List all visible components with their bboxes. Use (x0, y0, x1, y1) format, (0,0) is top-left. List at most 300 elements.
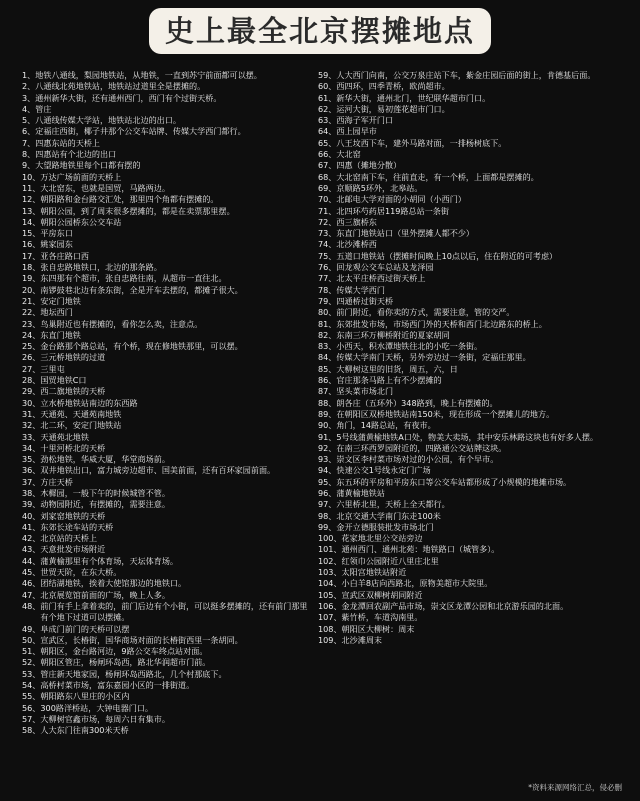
item-number: 5、 (22, 115, 36, 126)
item-number: 100、 (318, 533, 342, 544)
item-text: 朝阳路东八里庄的小区内 (40, 691, 130, 702)
item-text: 四惠东站的天桥上 (35, 137, 101, 148)
item-text: 鸟巢附近也有摆摊的，看你怎么卖，注意点。 (40, 318, 203, 329)
list-item (22, 624, 312, 635)
list-item (22, 138, 312, 149)
list-item (22, 172, 312, 183)
item-number: 101、 (318, 544, 342, 555)
list-item (22, 544, 312, 555)
item-number: 99、 (318, 521, 337, 532)
item-number: 20、 (22, 284, 41, 295)
item-number: 67、 (318, 160, 337, 171)
list-item (22, 217, 312, 228)
item-text: 朗各庄（五环外）348路到，晚上有摆摊的。 (336, 397, 498, 408)
item-number: 71、 (318, 205, 337, 216)
list-item (318, 217, 623, 228)
item-number: 86、 (318, 375, 337, 386)
item-number: 17、 (22, 250, 41, 261)
item-number: 53、 (22, 668, 41, 679)
item-text: 西上园早市 (336, 126, 377, 137)
item-number: 87、 (318, 386, 337, 397)
item-text: 管庄 (35, 103, 52, 114)
item-number: 95、 (318, 476, 337, 487)
item-number: 59、 (318, 70, 337, 80)
list-item (22, 307, 312, 318)
item-number: 66、 (318, 149, 337, 160)
item-text: 人大东门往南300米天桥 (40, 725, 129, 736)
item-number: 83、 (318, 341, 337, 352)
item-number: 82、 (318, 329, 337, 340)
item-number: 1、 (22, 70, 36, 80)
list-item (318, 70, 623, 81)
item-number: 51、 (22, 646, 41, 657)
item-text: 北沙滩周末 (341, 634, 383, 645)
item-text: 在南三环西罗园附近的，四路通公交站牌这块。 (336, 442, 507, 453)
item-number: 75、 (318, 250, 337, 261)
list-item (318, 544, 623, 555)
item-number: 12、 (22, 194, 41, 205)
item-number: 97、 (318, 499, 337, 510)
list-item (22, 296, 312, 307)
item-number: 49、 (22, 623, 41, 634)
item-text: 快速公交1号线永定门广场 (336, 465, 431, 476)
item-number: 21、 (22, 295, 41, 306)
item-number: 15、 (22, 228, 41, 239)
list-item (318, 160, 623, 171)
list-item (318, 93, 623, 104)
list-item (318, 285, 623, 296)
list-item (318, 398, 623, 409)
item-text: 大北窑 (336, 149, 361, 160)
item-number: 47、 (22, 589, 41, 600)
item-text: 地坛西门 (40, 307, 73, 318)
item-number: 77、 (318, 273, 337, 284)
item-number: 84、 (318, 352, 337, 363)
list-item (22, 556, 312, 567)
right-column (318, 70, 623, 646)
list-item (22, 126, 312, 137)
item-number: 38、 (22, 487, 41, 498)
item-number: 102、 (318, 555, 342, 566)
item-number: 107、 (318, 612, 342, 623)
item-text: 小西天，积水潭地铁往北的小吃一条街。 (336, 341, 483, 352)
item-number: 90、 (318, 420, 337, 431)
item-text: 南锣鼓巷北边有条东街，全是开车去摆的，都摊子很大。 (40, 284, 243, 295)
item-number: 68、 (318, 171, 337, 182)
item-number: 2、 (22, 81, 36, 92)
item-text: 东直门地铁 (40, 329, 81, 340)
item-number: 6、 (22, 126, 36, 137)
item-text: 团结湖地铁，挨着大使馆那边的地铁口。 (40, 578, 187, 589)
item-text: 小白羊8店向西路北，原物美超市大院里。 (341, 578, 493, 589)
item-number: 30、 (22, 397, 41, 408)
item-text: 三元桥地铁的过道 (40, 352, 106, 363)
item-number: 80、 (318, 307, 337, 318)
list-item (22, 364, 312, 375)
item-number: 27、 (22, 363, 41, 374)
item-text: 北太平庄桥西过街天桥上 (336, 273, 426, 284)
list-item (22, 104, 312, 115)
list-item (22, 657, 312, 668)
item-number: 70、 (318, 194, 337, 205)
item-text: 红领巾公园附近八里庄北里 (341, 555, 439, 566)
list-item (318, 172, 623, 183)
list-item (318, 624, 623, 635)
item-text: 亚各庄路口西 (40, 250, 89, 261)
item-text: 前门有手上拿着卖的，前门后边有个小街，可以挺多摆摊的，还有前门那里有个地下过道可以摆摊。 (40, 600, 308, 623)
item-number: 39、 (22, 499, 41, 510)
item-text: 八通线传媒大学站，地铁站北边的出口。 (35, 115, 181, 126)
list-item (318, 194, 623, 205)
list-item (318, 386, 623, 397)
item-text: 大望路地铁里每个口都有摆的 (35, 160, 141, 171)
item-number: 40、 (22, 510, 41, 521)
list-item (318, 454, 623, 465)
item-number: 69、 (318, 182, 337, 193)
item-number: 88、 (318, 397, 337, 408)
list-item (22, 533, 312, 544)
item-text: 运河大街，易初莲花超市门口。 (336, 103, 450, 114)
item-text: 阜成门前门的天桥可以摆 (40, 623, 130, 634)
item-text: 刘家窑地铁的天桥 (40, 510, 106, 521)
list-item (22, 725, 312, 736)
item-text: 北沙滩桥西 (336, 239, 377, 250)
list-item (318, 81, 623, 92)
item-number: 9、 (22, 160, 36, 171)
item-text: 大北窑东，也就是国贸，马路两边。 (40, 182, 170, 193)
item-text: 东郊长途车站的天桥 (40, 521, 114, 532)
item-text: 京顺路5环外，北皋站。 (336, 182, 423, 193)
item-text: 金龙潭回农副产品市场，崇文区龙潭公园和北京游乐园的北面。 (341, 600, 569, 611)
item-number: 56、 (22, 702, 41, 713)
list-item (22, 160, 312, 171)
item-text: 方庄天桥 (40, 476, 73, 487)
item-number: 109、 (318, 634, 342, 645)
list-item (22, 499, 312, 510)
item-number: 48、 (22, 600, 41, 611)
list-item (22, 398, 312, 409)
item-text: 通州新华大街，还有通州西门，西门有个过街天桥。 (35, 92, 222, 103)
list-item (318, 409, 623, 420)
item-text: 东四那有个超市，张自忠路往南，从超市一直往北。 (40, 273, 227, 284)
list-item (318, 330, 623, 341)
list-item (22, 183, 312, 194)
item-number: 54、 (22, 680, 41, 691)
item-text: 传媒大学南门天桥，另外旁边过一条街，定福庄那里。 (336, 352, 531, 363)
item-text: 宣武区双柳树胡同附近 (341, 589, 423, 600)
item-number: 29、 (22, 386, 41, 397)
list-item (318, 488, 623, 499)
list-item (318, 499, 623, 510)
item-text: 朝阳区管庄，杨闸环岛西，路北华润超市门前。 (40, 657, 211, 668)
list-item (318, 635, 623, 646)
list-item (318, 183, 623, 194)
item-text: 人大西门向南，公交万泉庄站下车，紫金庄园后面的街上，肯德基后面。 (336, 70, 596, 80)
item-text: 木樨园，一般下午的时候城管不管。 (40, 487, 170, 498)
item-number: 85、 (318, 363, 337, 374)
list-item (318, 522, 623, 533)
list-item (22, 352, 312, 363)
item-number: 37、 (22, 476, 41, 487)
list-item (318, 206, 623, 217)
item-text: 紫竹桥，车道沟南里。 (341, 612, 423, 623)
list-item (22, 149, 312, 160)
item-text: 北京站的天桥上 (40, 533, 98, 544)
list-item (22, 488, 312, 499)
item-text: 东南三环万柳桥附近的夏家胡同 (336, 329, 450, 340)
list-item (318, 319, 623, 330)
list-item (22, 646, 312, 657)
item-text: 张自忠路地铁口，北边的那条路。 (40, 262, 162, 273)
item-text: 传媒大学西门 (336, 284, 385, 295)
item-number: 16、 (22, 239, 41, 250)
item-number: 61、 (318, 92, 337, 103)
item-number: 41、 (22, 521, 41, 532)
item-number: 31、 (22, 408, 41, 419)
item-text: 安定门地铁 (40, 295, 81, 306)
item-number: 3、 (22, 92, 36, 103)
item-text: 官庄那条马路上有不少摆摊的 (336, 375, 442, 386)
list-item (22, 81, 312, 92)
list-item (22, 432, 312, 443)
item-text: 花家地北里公交站旁边 (341, 533, 423, 544)
item-text: 五道口地铁站（摆摊时间晚上10点以后，住在附近的可考虑） (336, 250, 558, 261)
item-number: 44、 (22, 555, 41, 566)
item-number: 79、 (318, 295, 337, 306)
list-item (318, 104, 623, 115)
list-item (318, 138, 623, 149)
item-text: 新华大街，通州北门，世纪联华超市门口。 (336, 92, 491, 103)
item-number: 108、 (318, 623, 342, 634)
item-text: 北京展览馆前面的广场，晚上人多。 (40, 589, 170, 600)
item-number: 35、 (22, 454, 41, 465)
item-number: 73、 (318, 228, 337, 239)
list-item (22, 319, 312, 330)
item-number: 104、 (318, 578, 342, 589)
item-text: 东直门地铁站口（里外摆摊人都不少） (336, 228, 475, 239)
list-item (318, 578, 623, 589)
list-item (22, 206, 312, 217)
source-footnote: *资料来源网络汇总，侵必删 (528, 783, 622, 792)
item-number: 24、 (22, 329, 41, 340)
title-wrap (0, 8, 640, 54)
list-item (318, 149, 623, 160)
item-text: 金台路那个路总站，有个桥，现在修地铁那里，可以摆。 (40, 341, 243, 352)
item-number: 105、 (318, 589, 342, 600)
item-number: 78、 (318, 284, 337, 295)
list-item (318, 533, 623, 544)
list-item (22, 714, 312, 725)
list-item (22, 115, 312, 126)
item-number: 89、 (318, 408, 337, 419)
list-item (318, 364, 623, 375)
list-item (22, 522, 312, 533)
item-text: 四通桥过街天桥 (336, 295, 394, 306)
item-number: 45、 (22, 567, 41, 578)
item-text: 北四环芍药居119路总站一条街 (336, 205, 449, 216)
left-column (22, 70, 312, 737)
item-text: 前门附近，看你卖的方式，需要注意，管的交严。 (336, 307, 515, 318)
item-text: 双井地铁出口，富力城旁边超市、国美前面，还有百环家园前面。 (40, 465, 276, 476)
item-text: 回龙观公交车总站及龙泽园 (336, 262, 434, 273)
list-item (22, 691, 312, 702)
list-item (22, 567, 312, 578)
item-number: 92、 (318, 442, 337, 453)
item-number: 7、 (22, 137, 36, 148)
item-text: 天意批发市场附近 (40, 544, 106, 555)
item-number: 10、 (22, 171, 41, 182)
item-number: 96、 (318, 487, 337, 498)
item-number: 11、 (22, 182, 41, 193)
list-item (318, 556, 623, 567)
item-number: 14、 (22, 216, 41, 227)
item-text: 平房东口 (40, 228, 73, 239)
list-item (318, 465, 623, 476)
item-number: 19、 (22, 273, 41, 284)
item-number: 13、 (22, 205, 41, 216)
list-item (22, 578, 312, 589)
list-item (22, 590, 312, 601)
item-number: 25、 (22, 341, 41, 352)
list-item (22, 93, 312, 104)
list-item (318, 262, 623, 273)
list-item (22, 443, 312, 454)
item-text: 崇文区李村菜市场对过的小公园，有个早市。 (336, 454, 499, 465)
list-item (22, 239, 312, 250)
item-number: 34、 (22, 442, 41, 453)
list-item (318, 251, 623, 262)
list-item (22, 601, 312, 624)
item-number: 60、 (318, 81, 337, 92)
item-text: 宣武区，长椿街，国华商场对面的长椿街西里一条胡同。 (40, 634, 243, 645)
list-item (22, 477, 312, 488)
item-text: 西二旗地铁的天桥 (40, 386, 106, 397)
list-item (22, 703, 312, 714)
list-item (318, 590, 623, 601)
item-number: 94、 (318, 465, 337, 476)
list-item (318, 432, 623, 443)
list-item (318, 443, 623, 454)
item-text: 八王坟西下车，建外马路对面，一排杨树底下。 (336, 137, 507, 148)
item-text: 国贸地铁C口 (40, 375, 87, 386)
list-item (318, 307, 623, 318)
list-item (318, 341, 623, 352)
item-text: 朝阳区，金台路河边，9路公交车终点站对面。 (40, 646, 208, 657)
list-item (22, 194, 312, 205)
list-item (318, 273, 623, 284)
item-text: 在朝阳区双桥地铁站南150米，现在形成一个摆摊儿的地方。 (336, 408, 555, 419)
item-number: 106、 (318, 600, 342, 611)
item-text: 朝阳区大柳树：周末 (341, 623, 415, 634)
page-title: 史上最全北京摆摊地点 (149, 8, 491, 54)
item-number: 36、 (22, 465, 41, 476)
item-text: 朝阳路和金台路交汇处，那里四个角都有摆摊的。 (40, 194, 219, 205)
list-item (22, 680, 312, 691)
list-item (22, 409, 312, 420)
item-number: 52、 (22, 657, 41, 668)
item-text: 蒲黄榆那里有个体育场，天坛体育场。 (40, 555, 179, 566)
item-number: 32、 (22, 420, 41, 431)
item-text: 劲松地铁，华威大厦，华堂商场前。 (40, 454, 170, 465)
item-number: 72、 (318, 216, 337, 227)
list-item (318, 228, 623, 239)
item-number: 42、 (22, 533, 41, 544)
item-number: 103、 (318, 567, 342, 578)
list-item (318, 477, 623, 488)
list-item (22, 251, 312, 262)
item-text: 动物园附近，有摆摊的，需要注意。 (40, 499, 170, 510)
item-text: 四惠站有个北边的出口 (35, 149, 117, 160)
item-text: 东郊批发市场，市场西门外的天桥和西门北边路东的桥上。 (336, 318, 547, 329)
item-number: 18、 (22, 262, 41, 273)
item-number: 74、 (318, 239, 337, 250)
item-text: 大柳树这里的旧货，周五，六，日 (336, 363, 458, 374)
list-item (22, 273, 312, 284)
item-text: 天通苑北地铁 (40, 431, 89, 442)
item-number: 76、 (318, 262, 337, 273)
item-text: 管庄新天地家园，杨闸环岛西路北，几个村那底下。 (40, 668, 227, 679)
item-text: 四惠（摊地分散） (336, 160, 402, 171)
list-item (318, 601, 623, 612)
item-text: 5号线蒲黄榆地铁A口处，物美大卖场，其中安乐林路这块也有好多人摆。 (336, 431, 599, 442)
list-item (318, 115, 623, 126)
list-item (22, 341, 312, 352)
item-number: 58、 (22, 725, 41, 736)
item-number: 43、 (22, 544, 41, 555)
item-text: 三里屯 (40, 363, 65, 374)
item-text: 立水桥地铁站南边的东西路 (40, 397, 138, 408)
list-item (22, 228, 312, 239)
list-item (22, 511, 312, 522)
list-item (22, 669, 312, 680)
item-number: 33、 (22, 431, 41, 442)
item-text: 世贸天阶，在东大桥。 (40, 567, 122, 578)
item-number: 23、 (22, 318, 41, 329)
item-text: 西三旗桥东 (336, 216, 377, 227)
item-text: 金开立德服装批发市场北门 (336, 521, 434, 532)
item-text: 角门，14路总站，有夜市。 (336, 420, 436, 431)
item-number: 46、 (22, 578, 41, 589)
item-number: 50、 (22, 634, 41, 645)
item-text: 300路洋桥站，大钟电器门口。 (40, 702, 153, 713)
item-number: 98、 (318, 510, 337, 521)
list-item (22, 420, 312, 431)
item-number: 93、 (318, 454, 337, 465)
item-text: 东五环的平房和平房东口等公交车站都形成了小规模的地摊市场。 (336, 476, 572, 487)
list-item (22, 465, 312, 476)
item-number: 65、 (318, 137, 337, 148)
list-item (22, 70, 312, 81)
list-item (318, 296, 623, 307)
item-number: 57、 (22, 713, 41, 724)
item-number: 8、 (22, 149, 36, 160)
item-number: 22、 (22, 307, 41, 318)
item-number: 28、 (22, 375, 41, 386)
list-item (318, 420, 623, 431)
list-item (318, 511, 623, 522)
item-number: 81、 (318, 318, 337, 329)
item-text: 十里河桥北的天桥 (40, 442, 106, 453)
item-text: 大北窑南下车，往前直走，有一个桥，上面都是摆摊的。 (336, 171, 539, 182)
item-text: 通州西门、通州北苑：地铁路口（城管多）。 (341, 544, 500, 555)
item-text: 定福庄西街，椰子井那个公交车站牌、传媒大学西门都行。 (35, 126, 246, 137)
item-number: 64、 (318, 126, 337, 137)
list-item (22, 386, 312, 397)
item-number: 26、 (22, 352, 41, 363)
item-text: 北二环，安定门地铁站 (40, 420, 122, 431)
item-number: 62、 (318, 103, 337, 114)
item-text: 北邮电大学对面的小胡同（小西门） (336, 194, 466, 205)
